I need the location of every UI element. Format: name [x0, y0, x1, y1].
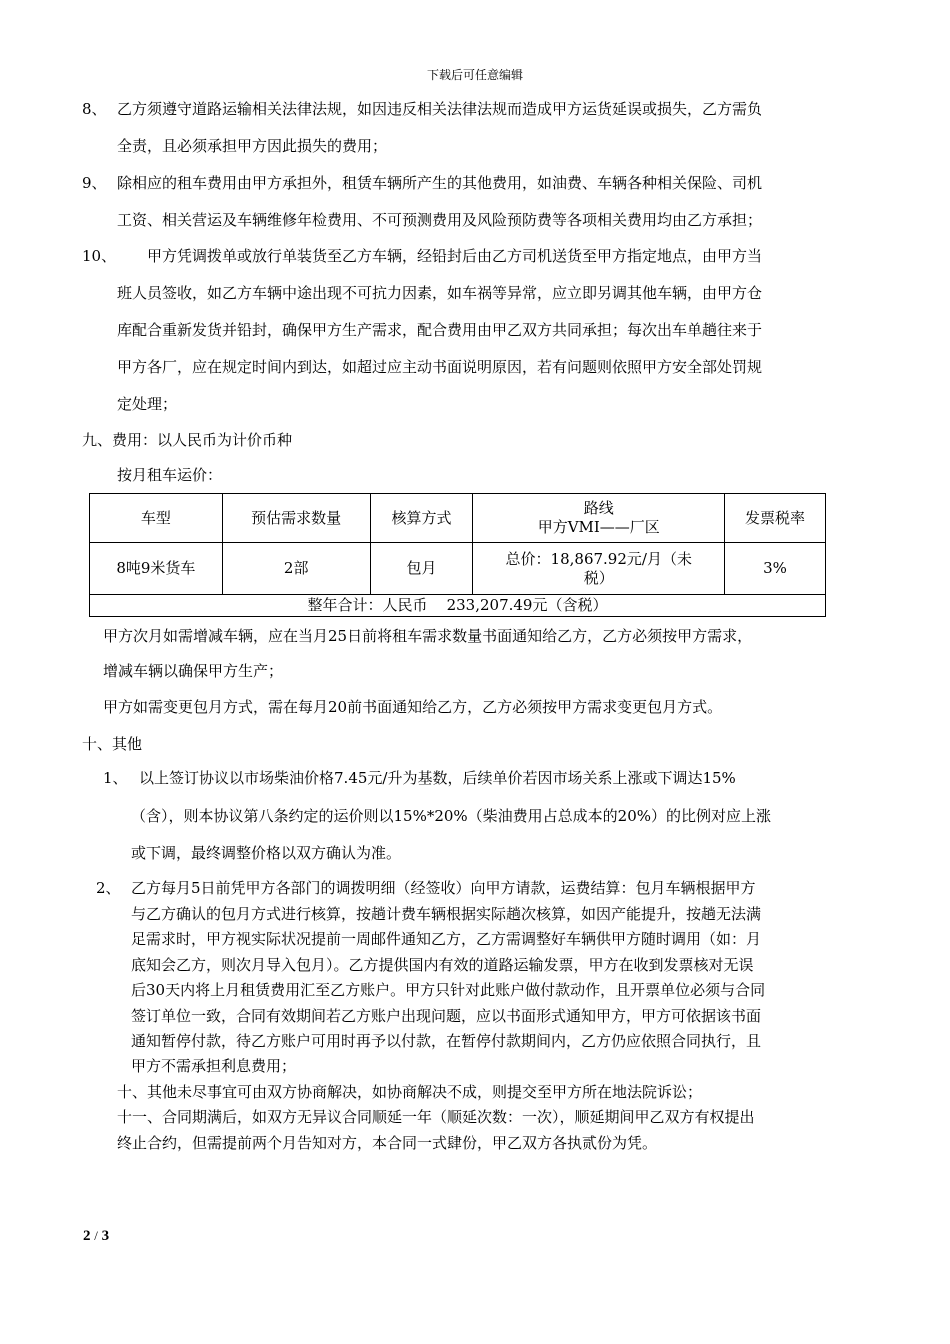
section-10-item-2-line-5: 后30天内将上月租赁费用汇至乙方账户。甲方只针对此账户做付款动作，且开票单位必须与合同	[131, 981, 766, 999]
section-11-line-1: 十一、合同期满后，如双方无异议合同顺延一年（顺延次数：一次），顺延期间甲乙双方有权提出	[117, 1108, 755, 1126]
cell-vehicle-type: 8吨9米货车	[90, 543, 223, 595]
item-8-line-2: 全责，且必须承担甲方因此损失的费用；	[117, 137, 388, 155]
table-row	[90, 543, 826, 595]
section-10-item-2-line-4: 底知会乙方，则次月导入包月）。乙方提供国内有效的道路运输发票，甲方在收到发票核对无误	[131, 956, 754, 974]
section-10-other-matters: 十、其他未尽事宜可由双方协商解决，如协商解决不成，则提交至甲方所在地法院诉讼；	[117, 1083, 703, 1101]
item-9-number: 9、	[82, 174, 107, 192]
section-10-item-2-line-6: 签订单位一致，合同有效期间若乙方账户出现问题，应以书面形式通知甲方，甲方可依据该书面	[131, 1007, 762, 1025]
cell-annual-total: 整年合计：人民币 233,207.49元（含税）	[90, 595, 826, 617]
section-10-title: 十、其他	[82, 735, 143, 753]
header-route-detail: 甲方VMI——厂区	[537, 518, 660, 536]
section-10-item-1-number: 1、	[103, 769, 128, 787]
section-10-item-2-line-2: 与乙方确认的包月方式进行核算，按趟计费车辆根据实际趟次核算，如因产能提升，按趟无法满	[131, 905, 762, 923]
cell-route-price-line-1: 总价：18,867.92元/月（未	[505, 549, 692, 568]
section-10-item-2-line-8: 甲方不需承担利息费用；	[131, 1057, 297, 1075]
header-accounting-method: 核算方式	[370, 494, 473, 543]
section-9-title: 九、费用：以人民币为计价币种	[82, 431, 293, 449]
page-separator: /	[94, 1228, 98, 1243]
item-9-line-2: 工资、相关营运及车辆维修年检费用、不可预测费用及风险预防费等各项相关费用均由乙方承担；	[117, 211, 763, 229]
cell-quantity: 2部	[222, 543, 370, 595]
item-10-number: 10、	[82, 247, 117, 265]
page-current: 2	[83, 1228, 91, 1244]
section-10-item-1-line-1: 以上签订协议以市场柴油价格7.45元/升为基数，后续单价若因市场关系上涨或下调达15%	[139, 769, 736, 787]
section-9-note-1: 甲方次月如需增减车辆，应在当月25日前将租车需求数量书面通知给乙方，乙方必须按甲方需求，	[103, 627, 753, 645]
page-number	[83, 1228, 109, 1245]
section-10-item-2-number: 2、	[96, 879, 121, 897]
item-8-number: 8、	[82, 100, 107, 118]
section-10-item-2-line-1: 乙方每月5日前凭甲方各部门的调拨明细（经签收）向甲方请款，运费结算：包月车辆根据甲方	[131, 879, 756, 897]
cell-route-price	[473, 543, 725, 595]
item-9-line-1: 除相应的租车费用由甲方承担外，租赁车辆所产生的其他费用，如油费、车辆各种相关保险、司机	[117, 174, 763, 192]
table-header-row	[90, 494, 826, 543]
section-9-subtitle: 按月租车运价：	[117, 466, 223, 484]
section-10-item-2-line-7: 通知暂停付款，待乙方账户可用时再予以付款，在暂停付款期间内，乙方仍应依照合同执行，且	[131, 1032, 762, 1050]
header-estimated-quantity: 预估需求数量	[222, 494, 370, 543]
page-header: 下载后可任意编辑	[426, 68, 523, 82]
cell-method: 包月	[370, 543, 473, 595]
header-tax-rate: 发票税率	[725, 494, 826, 543]
section-10-item-1-line-2: （含），则本协议第八条约定的运价则以15%*20%（柴油费用占总成本的20%）的比例对应上涨	[131, 807, 772, 825]
section-11-line-2: 终止合约，但需提前两个月告知对方，本合同一式肆份，甲乙双方各执贰份为凭。	[117, 1134, 658, 1152]
cell-tax-rate: 3%	[725, 543, 826, 595]
section-9-note-2: 增减车辆以确保甲方生产；	[103, 662, 284, 680]
header-vehicle-type: 车型	[90, 494, 223, 543]
rent-price-table	[89, 493, 826, 617]
item-8-line-1: 乙方须遵守道路运输相关法律法规，如因违反相关法律法规而造成甲方运货延误或损失，乙方需负	[117, 100, 763, 118]
item-10-line-2: 班人员签收，如乙方车辆中途出现不可抗力因素，如车祸等异常，应立即另调其他车辆，由甲方仓	[117, 284, 763, 302]
table-total-row	[90, 595, 826, 617]
section-10-item-2-line-3: 足需求时，甲方视实际状况提前一周邮件通知乙方，乙方需调整好车辆供甲方随时调用（如：月	[131, 930, 762, 948]
item-10-line-1: 甲方凭调拨单或放行单装货至乙方车辆，经铅封后由乙方司机送货至甲方指定地点，由甲方当	[147, 247, 763, 265]
header-route-label: 路线	[583, 499, 614, 517]
section-10-item-1-line-3: 或下调，最终调整价格以双方确认为准。	[131, 844, 402, 862]
item-10-line-4: 甲方各厂，应在规定时间内到达，如超过应主动书面说明原因，若有问题则依照甲方安全部处罚规	[117, 358, 763, 376]
item-10-line-5: 定处理；	[117, 395, 178, 413]
page-total: 3	[101, 1228, 110, 1244]
section-9-note-3: 甲方如需变更包月方式，需在每月20前书面通知给乙方，乙方必须按甲方需求变更包月方式。	[103, 698, 723, 716]
item-10-line-3: 库配合重新发货并铅封，确保甲方生产需求，配合费用由甲乙双方共同承担；每次出车单趟往来于	[117, 321, 763, 339]
header-route	[473, 494, 725, 543]
cell-route-price-line-2: 税）	[583, 568, 614, 587]
